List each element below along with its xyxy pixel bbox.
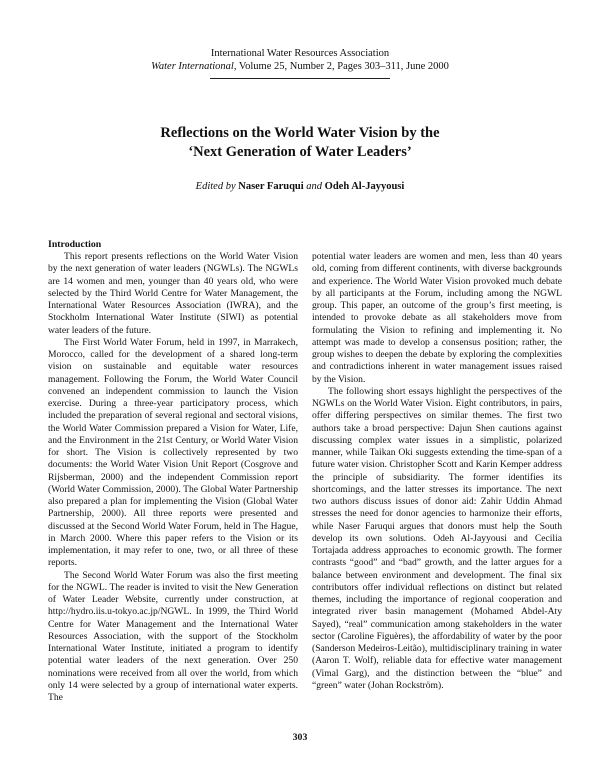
byline [0, 181, 600, 192]
journal-name: Water International [151, 61, 234, 72]
right-column [312, 251, 562, 692]
header-rule [210, 78, 390, 79]
section-heading: Introduction [48, 239, 102, 250]
title-line-2: ‘Next Generation of Water Leaders’ [188, 144, 412, 160]
author-2: Odeh Al-Jayyousi [324, 181, 405, 192]
citation-line [0, 60, 600, 73]
article-title [0, 124, 600, 162]
association-name: International Water Resources Association [210, 48, 390, 59]
byline-conjunction: and [306, 181, 323, 192]
paragraph: The following short essays highlight the perspectives of the NGWLs on the World Water Vision. Eight contributors, in pairs, offer differing perspectives on similar themes. The first two authors take a broad perspective: Dajun Shen cautions against discussing complex water issues in a simplistic, polarized manner, while Taikan Oki suggests extending the time-span of a future water vision. Christopher Scott and Karin Kemper address the principle of subsidiarity. The former identifies its shortcomings, and the latter stresses its importance. The next two authors discuss issues of donor aid: Zahir Uddin Ahmad stresses the need for donor agencies to harmonize their efforts, while Naser Faruqui argues that donors must help the South develop its own solutions. Odeh Al-Jayyousi and Cecilia Tortajada address approaches to economic growth. The former contrasts “good” and “bad” growth, and the latter argues for a balance between environment and development. The final six contributors offer individual reflections on distinct but related themes, including the importance of regional cooperation and integrated river basin management (Mohamed Abdel-Aty Sayed), “real” communication among stakeholders in the water sector (Caroline Figuères), the affordability of water by the poor (Sanderson Medeiros-Leitão), multidisciplinary training in water (Aaron T. Wolf), reliable data for effective water management (Vimal Garg), and the distinction between the “blue” and “green” water (Johan Rockström). [312, 385, 562, 691]
running-header [0, 47, 600, 79]
edited-by-label: Edited by [195, 181, 236, 192]
left-column [48, 238, 298, 704]
paragraph: potential water leaders are women and men, less than 40 years old, coming from different continents, with diverse backgrounds and experience. The World Water Vision provoked much debate by all participants at the Forum, including among the NGWL group. This paper, an outcome of the group’s first meeting, is intended to provoke debate as all stakeholders move from formulating the Vision to refining and implementing it. No attempt was made to develop a consensus position; rather, the group wishes to deepen the debate by exploring the complexities and contradictions inherent in water management issues raised by the Vision. [312, 251, 562, 385]
citation-details: , Volume 25, Number 2, Pages 303–311, June 2000 [233, 61, 449, 72]
author-1: Naser Faruqui [238, 181, 304, 192]
title-line-1: Reflections on the World Water Vision by the [160, 125, 440, 141]
paragraph: This report presents reflections on the World Water Vision by the next generation of water leaders (NGWLs). The NGWLs are 14 women and men, younger than 40 years old, who were selected by the Third World Centre for Water Management, the International Water Resources Association (IWRA), and the Stockholm International Water Institute (SIWI) as potential water leaders of the future. [48, 251, 298, 336]
paragraph: The First World Water Forum, held in 1997, in Marrakech, Morocco, called for the development of a shared long-term vision on sustainable and equitable water resources management. Following the Forum, the World Water Council convened an independent commission to launch the Vision exercise. During a three-year participatory process, which included the preparation of several regional and sectoral visions, the World Water Commission prepared a Vision for Water, Life, and the Environment in the 21st Century, or World Water Vision for short. The Vision is collectively represented by two documents: the World Water Vision Unit Report (Cosgrove and Rijsberman, 2000) and the independent Commission report (World Water Commission, 2000). The Global Water Partnership also prepared a plan for implementing the Vision (Global Water Partnership, 2000). All three reports were presented and discussed at the Second World Water Forum, held in The Hague, in March 2000. Where this paper refers to the Vision or its implementation, it may refer to one, two, or all three of these reports. [48, 336, 298, 569]
page-number: 303 [292, 732, 308, 743]
paragraph: The Second World Water Forum was also the first meeting for the NGWL. The reader is invited to visit the New Generation of Water Leader Website, currently under construction, at http://hydro.iis.u-tokyo.ac.jp/NGWL. In 1999, the Third World Centre for Water Management and the International Water Resources Association, with the support of the Stockholm International Water Institute, initiated a program to identify potential water leaders of the next generation. Over 250 nominations were received from all over the world, from which only 14 were selected by a group of international water experts. The [48, 569, 298, 703]
